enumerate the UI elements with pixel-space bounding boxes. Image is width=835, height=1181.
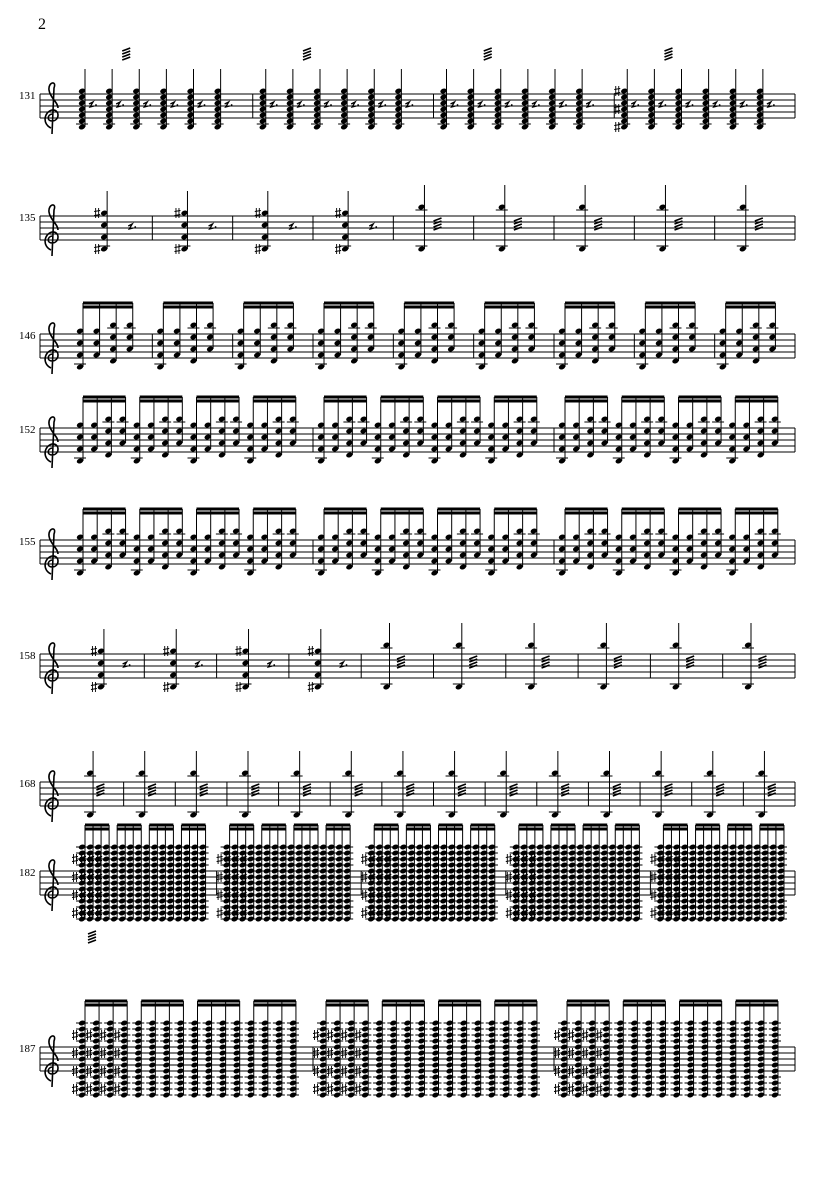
augmentation-dot bbox=[129, 664, 131, 666]
tremolo-stroke bbox=[594, 218, 602, 221]
rest-icon bbox=[170, 102, 175, 107]
measure bbox=[525, 623, 549, 690]
treble-clef-icon bbox=[45, 1036, 58, 1087]
augmentation-dot bbox=[384, 104, 386, 106]
rest-icon bbox=[369, 224, 374, 229]
tremolo-stroke bbox=[303, 51, 311, 54]
tremolo-stroke bbox=[96, 784, 104, 787]
measure bbox=[576, 185, 602, 252]
augmentation-dot bbox=[538, 104, 540, 106]
treble-clef-icon bbox=[45, 643, 58, 694]
tremolo-stroke bbox=[458, 790, 466, 793]
bar-number: 182 bbox=[19, 867, 36, 879]
tremolo-stroke bbox=[200, 790, 208, 793]
measure bbox=[72, 825, 209, 922]
staff-system bbox=[19, 303, 795, 374]
tremolo-stroke bbox=[755, 224, 763, 227]
rest-icon bbox=[351, 102, 356, 107]
tremolo-stroke bbox=[122, 48, 130, 51]
measure bbox=[315, 397, 540, 464]
tremolo-stroke bbox=[768, 790, 776, 793]
treble-clef-icon bbox=[45, 860, 58, 911]
augmentation-dot bbox=[746, 104, 748, 106]
measure bbox=[74, 509, 299, 576]
measure bbox=[742, 623, 766, 690]
rest-icon bbox=[209, 224, 214, 229]
measure bbox=[381, 623, 405, 690]
measure bbox=[74, 303, 136, 370]
tremolo-stroke bbox=[664, 790, 672, 793]
tremolo-stroke bbox=[613, 790, 621, 793]
tremolo-stroke bbox=[594, 224, 602, 227]
rest-icon bbox=[267, 662, 272, 667]
tremolo-stroke bbox=[686, 656, 694, 659]
bar-number: 152 bbox=[19, 424, 36, 436]
tremolo-stroke bbox=[614, 656, 622, 659]
measure bbox=[556, 509, 781, 576]
treble-clef-icon bbox=[45, 771, 58, 822]
staff-system bbox=[19, 48, 795, 134]
tremolo-stroke bbox=[510, 784, 518, 787]
measure bbox=[453, 623, 477, 690]
augmentation-dot bbox=[276, 104, 278, 106]
rest-icon bbox=[143, 102, 148, 107]
augmentation-dot bbox=[176, 104, 178, 106]
tremolo-stroke bbox=[484, 51, 492, 54]
tremolo-stroke bbox=[397, 656, 405, 659]
tremolo-stroke bbox=[469, 662, 477, 665]
rest-icon bbox=[324, 102, 329, 107]
augmentation-dot bbox=[122, 104, 124, 106]
rest-icon bbox=[123, 662, 128, 667]
measure bbox=[737, 185, 763, 252]
tremolo-stroke bbox=[303, 790, 311, 793]
tremolo-stroke bbox=[514, 224, 522, 227]
bar-number: 187 bbox=[19, 1043, 36, 1055]
measure bbox=[670, 623, 694, 690]
tremolo-stroke bbox=[148, 784, 156, 787]
staff-system bbox=[19, 931, 795, 1098]
tremolo-stroke bbox=[484, 57, 492, 60]
measure bbox=[652, 751, 672, 818]
rest-icon bbox=[740, 102, 745, 107]
augmentation-dot bbox=[411, 104, 413, 106]
bar-number: 146 bbox=[19, 330, 36, 342]
measure bbox=[704, 751, 724, 818]
measure bbox=[556, 303, 618, 370]
treble-clef-icon bbox=[45, 83, 58, 134]
tremolo-stroke bbox=[664, 57, 672, 60]
measure bbox=[415, 185, 441, 252]
staff-system bbox=[19, 185, 795, 256]
rest-icon bbox=[505, 102, 510, 107]
tremolo-stroke bbox=[406, 790, 414, 793]
bar-number: 135 bbox=[19, 212, 36, 224]
treble-clef-icon bbox=[45, 323, 58, 374]
tremolo-stroke bbox=[397, 662, 405, 665]
rest-icon bbox=[586, 102, 591, 107]
staff-system bbox=[19, 509, 795, 580]
augmentation-dot bbox=[303, 104, 305, 106]
augmentation-dot bbox=[231, 104, 233, 106]
rest-icon bbox=[378, 102, 383, 107]
augmentation-dot bbox=[95, 104, 97, 106]
measure bbox=[394, 751, 414, 818]
bar-number: 131 bbox=[19, 90, 36, 102]
rest-icon bbox=[89, 102, 94, 107]
treble-clef-icon bbox=[45, 529, 58, 580]
measure bbox=[315, 303, 377, 370]
staff-system bbox=[19, 397, 795, 468]
tremolo-stroke bbox=[664, 784, 672, 787]
measure bbox=[755, 751, 775, 818]
tremolo-stroke bbox=[664, 48, 672, 51]
tremolo-stroke bbox=[664, 54, 672, 57]
augmentation-dot bbox=[357, 104, 359, 106]
tremolo-stroke bbox=[200, 784, 208, 787]
tremolo-stroke bbox=[303, 54, 311, 57]
tremolo-stroke bbox=[716, 784, 724, 787]
rest-icon bbox=[198, 102, 203, 107]
staff-system bbox=[19, 751, 795, 822]
tremolo-stroke bbox=[96, 790, 104, 793]
tremolo-stroke bbox=[675, 224, 683, 227]
tremolo-stroke bbox=[768, 784, 776, 787]
tremolo-stroke bbox=[561, 790, 569, 793]
augmentation-dot bbox=[511, 104, 513, 106]
tremolo-stroke bbox=[122, 57, 130, 60]
rest-icon bbox=[559, 102, 564, 107]
augmentation-dot bbox=[457, 104, 459, 106]
measure bbox=[650, 825, 787, 922]
tremolo-stroke bbox=[484, 48, 492, 51]
rest-icon bbox=[686, 102, 691, 107]
augmentation-dot bbox=[664, 104, 666, 106]
measure bbox=[497, 751, 517, 818]
augmentation-dot bbox=[592, 104, 594, 106]
tremolo-stroke bbox=[758, 656, 766, 659]
tremolo-stroke bbox=[686, 662, 694, 665]
tremolo-stroke bbox=[542, 656, 550, 659]
tremolo-stroke bbox=[458, 784, 466, 787]
augmentation-dot bbox=[295, 226, 297, 228]
measure bbox=[656, 185, 682, 252]
measure bbox=[496, 185, 522, 252]
measure bbox=[636, 303, 698, 370]
bar-number: 155 bbox=[19, 536, 36, 548]
measure bbox=[235, 303, 297, 370]
tremolo-stroke bbox=[561, 784, 569, 787]
augmentation-dot bbox=[204, 104, 206, 106]
augmentation-dot bbox=[273, 664, 275, 666]
rest-icon bbox=[195, 662, 200, 667]
augmentation-dot bbox=[484, 104, 486, 106]
rest-icon bbox=[767, 102, 772, 107]
rest-icon bbox=[713, 102, 718, 107]
tremolo-stroke bbox=[675, 218, 683, 221]
augmentation-dot bbox=[149, 104, 151, 106]
measure bbox=[315, 509, 540, 576]
tremolo-stroke bbox=[406, 784, 414, 787]
augmentation-dot bbox=[346, 664, 348, 666]
tremolo-stroke bbox=[251, 784, 259, 787]
tremolo-stroke bbox=[469, 656, 477, 659]
rest-icon bbox=[405, 102, 410, 107]
tremolo-stroke bbox=[716, 790, 724, 793]
treble-clef-icon bbox=[45, 205, 58, 256]
measure bbox=[361, 825, 498, 922]
tremolo-stroke bbox=[303, 57, 311, 60]
treble-clef-icon bbox=[45, 417, 58, 468]
tremolo-stroke bbox=[613, 784, 621, 787]
measure bbox=[217, 825, 354, 922]
staff-system bbox=[19, 825, 795, 922]
tremolo-stroke bbox=[542, 662, 550, 665]
augmentation-dot bbox=[201, 664, 203, 666]
rest-icon bbox=[631, 102, 636, 107]
tremolo-stroke bbox=[148, 790, 156, 793]
tremolo-stroke bbox=[514, 218, 522, 221]
rest-icon bbox=[478, 102, 483, 107]
tremolo-stroke bbox=[122, 51, 130, 54]
bar-number: 158 bbox=[19, 650, 36, 662]
rest-icon bbox=[270, 102, 275, 107]
tremolo-stroke bbox=[355, 784, 363, 787]
tremolo-stroke bbox=[303, 784, 311, 787]
measure bbox=[614, 48, 775, 132]
measure bbox=[395, 303, 457, 370]
measure bbox=[717, 303, 779, 370]
measure bbox=[136, 751, 156, 818]
rest-icon bbox=[116, 102, 121, 107]
tremolo-stroke bbox=[434, 218, 442, 221]
measure bbox=[72, 931, 299, 1098]
tremolo-stroke bbox=[434, 224, 442, 227]
measure bbox=[506, 825, 643, 922]
measure bbox=[84, 751, 104, 818]
measure bbox=[476, 303, 538, 370]
augmentation-dot bbox=[375, 226, 377, 228]
augmentation-dot bbox=[773, 104, 775, 106]
augmentation-dot bbox=[637, 104, 639, 106]
tremolo-stroke bbox=[755, 218, 763, 221]
tremolo-stroke bbox=[122, 54, 130, 57]
augmentation-dot bbox=[692, 104, 694, 106]
measure bbox=[187, 751, 207, 818]
tremolo-stroke bbox=[355, 790, 363, 793]
measure bbox=[342, 751, 362, 818]
augmentation-dot bbox=[565, 104, 567, 106]
augmentation-dot bbox=[719, 104, 721, 106]
rest-icon bbox=[658, 102, 663, 107]
measure bbox=[549, 751, 569, 818]
rest-icon bbox=[289, 224, 294, 229]
augmentation-dot bbox=[330, 104, 332, 106]
tremolo-stroke bbox=[614, 662, 622, 665]
measure bbox=[446, 751, 466, 818]
measure bbox=[291, 751, 311, 818]
tremolo-stroke bbox=[484, 54, 492, 57]
page-number: 2 bbox=[38, 16, 46, 33]
augmentation-dot bbox=[215, 226, 217, 228]
rest-icon bbox=[340, 662, 345, 667]
measure bbox=[597, 623, 621, 690]
measure bbox=[239, 751, 259, 818]
measure bbox=[601, 751, 621, 818]
measure bbox=[74, 397, 299, 464]
rest-icon bbox=[128, 224, 133, 229]
rest-icon bbox=[225, 102, 230, 107]
measure bbox=[556, 397, 781, 464]
staff-system bbox=[19, 623, 795, 694]
rest-icon bbox=[451, 102, 456, 107]
tremolo-stroke bbox=[251, 790, 259, 793]
tremolo-stroke bbox=[510, 790, 518, 793]
tremolo-stroke bbox=[303, 48, 311, 51]
rest-icon bbox=[532, 102, 537, 107]
tremolo-stroke bbox=[758, 662, 766, 665]
augmentation-dot bbox=[134, 226, 136, 228]
bar-number: 168 bbox=[19, 778, 36, 790]
rest-icon bbox=[297, 102, 302, 107]
tremolo-stroke bbox=[664, 51, 672, 54]
measure bbox=[154, 303, 216, 370]
